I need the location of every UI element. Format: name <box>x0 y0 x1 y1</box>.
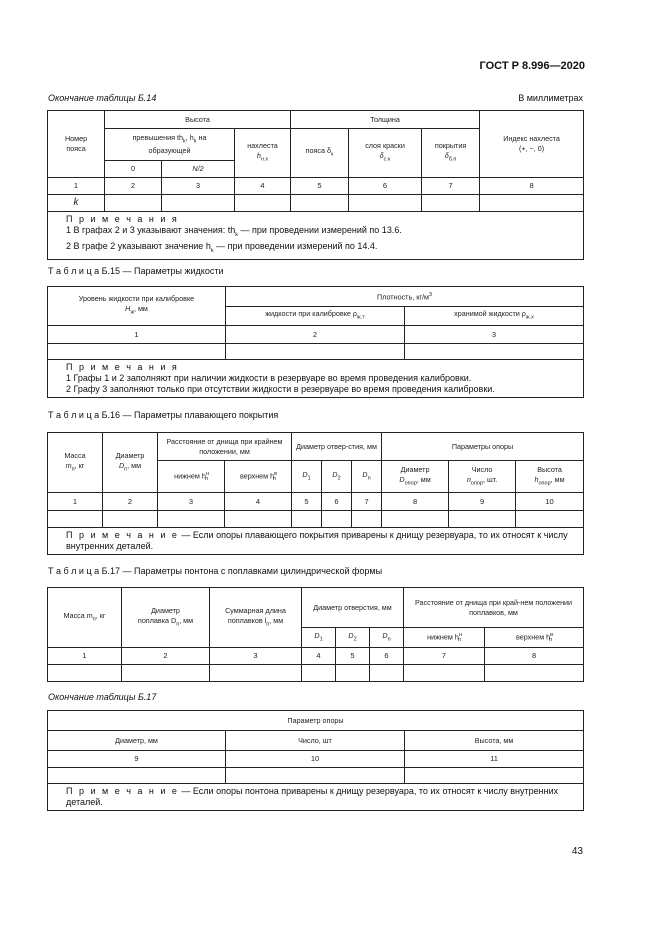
header-overlap-index: Индекс нахлеста (+, −, 0) <box>480 111 584 178</box>
header-d1: $D_1$ <box>302 628 336 648</box>
col-number: 8 <box>485 648 584 665</box>
col-number: 1 <box>48 178 105 195</box>
header-distance: Расстояние от днища при крайнем положении, мм <box>158 433 292 461</box>
header-paint-layer: слоя краски $\delta_{с.к}$ <box>349 129 422 178</box>
header-sub-n2: N/2 <box>162 161 235 178</box>
col-number: 3 <box>162 178 235 195</box>
header-mass: Масса $m_п$, кг <box>48 588 122 648</box>
table-b14-notes: П р и м е ч а н и я 1 В графах 2 и 3 указывают значения: $th_k$ — при проведении измерений по 13.6. 2 В графе 2 указывают значение $h_k$ — при проведении измерений по 14.4. <box>48 212 584 260</box>
table-row <box>48 768 584 784</box>
notes-row <box>48 784 584 811</box>
table-b16-note: П р и м е ч а н и е — Если опоры плавающего покрытия приварены к днищу резервуара, то их относят к числу внутренних деталей. <box>48 528 584 555</box>
header-support-height: Высота $h_{опор}$, мм <box>516 461 584 493</box>
col-number: 3 <box>210 648 302 665</box>
header-height: Высота <box>105 111 291 129</box>
table-b17-end-caption: Окончание таблицы Б.17 <box>48 692 157 702</box>
page-number: 43 <box>571 846 583 857</box>
col-number: 7 <box>404 648 485 665</box>
col-number: 3 <box>158 493 225 511</box>
header-mass: Масса $m_п$, кг <box>48 433 103 493</box>
header-distance: Расстояние от днища при край-нем положении поплавков, мм <box>404 588 584 628</box>
col-number: 4 <box>225 493 292 511</box>
col-number: 5 <box>291 178 349 195</box>
col-number: 1 <box>48 493 103 511</box>
standard-designation: ГОСТ Р 8.996—2020 <box>479 60 585 72</box>
col-number: 4 <box>235 178 291 195</box>
header-thickness: Толщина <box>291 111 480 129</box>
header-density-stored: хранимой жидкости $\rho_{ж.х}$ <box>405 307 584 326</box>
header-excess: превышения $th_k$, $h_k$ на образующей <box>105 129 235 161</box>
col-number: 7 <box>422 178 480 195</box>
notes-row <box>48 360 584 398</box>
col-number: 6 <box>349 178 422 195</box>
table-row <box>48 665 584 682</box>
col-number: 9 <box>449 493 516 511</box>
col-number: 5 <box>336 648 370 665</box>
header-support: Параметры опоры <box>382 433 584 461</box>
header-diameter: Диаметр $D_п$, мм <box>103 433 158 493</box>
header-coating: покрытия $\delta_{б.п}$ <box>422 129 480 178</box>
header-diameter: Диаметр, мм <box>48 731 226 751</box>
col-number: 11 <box>405 751 584 768</box>
col-number: 1 <box>48 648 122 665</box>
col-number: 7 <box>352 493 382 511</box>
header-sub-0: 0 <box>105 161 162 178</box>
header-density: Плотность, $кг/м^3$ <box>226 287 584 307</box>
table-b17-caption: Т а б л и ц а Б.17 — Параметры понтона с поплавками цилиндрической формы <box>48 566 383 576</box>
table-b16-caption: Т а б л и ц а Б.16 — Параметры плавающего покрытия <box>48 410 279 420</box>
col-number: 2 <box>105 178 162 195</box>
header-lower: нижнем $h^н_п$ <box>158 461 225 493</box>
col-number: 5 <box>292 493 322 511</box>
units-note: В миллиметрах <box>518 93 583 103</box>
column-number-row <box>48 326 584 344</box>
header-d2: $D_2$ <box>322 461 352 493</box>
row-k-label: k <box>48 195 105 212</box>
header-support-parameter: Параметр опоры <box>48 711 584 731</box>
table-b14-caption: Окончание таблицы Б.14 <box>48 93 157 103</box>
table-row <box>48 511 584 528</box>
header-float-diameter: Диаметр поплавка $D_п$, мм <box>122 588 210 648</box>
col-number: 1 <box>48 326 226 344</box>
column-number-row <box>48 648 584 665</box>
header-d2: $D_2$ <box>336 628 370 648</box>
table-row <box>48 344 584 360</box>
col-number: 4 <box>302 648 336 665</box>
table-b17-end-note: П р и м е ч а н и е — Если опоры понтона приварены к днищу резервуара, то их относят к числу внутренних деталей. <box>48 784 584 811</box>
header-belt-number: Номер пояса <box>48 111 105 178</box>
header-hole-diameter: Диаметр отверстия, мм <box>302 588 404 628</box>
table-b17-end <box>47 710 584 811</box>
header-d1: $D_1$ <box>292 461 322 493</box>
col-number: 10 <box>226 751 405 768</box>
header-density-calibration: жидкости при калибровке $\rho_{ж.т}$ <box>226 307 405 326</box>
column-number-row <box>48 751 584 768</box>
table-row <box>48 195 584 212</box>
header-count: Число, шт <box>226 731 405 751</box>
header-liquid-level: Уровень жидкости при калибровке $H_ж$, мм <box>48 287 226 326</box>
header-belt-thickness: пояса $\delta_к$ <box>291 129 349 178</box>
header-upper: верхнем $h^в_п$ <box>225 461 292 493</box>
header-support-count: Число $n_{опор}$, шт. <box>449 461 516 493</box>
col-number: 2 <box>226 326 405 344</box>
table-b15-notes: П р и м е ч а н и я 1 Графы 1 и 2 заполняют при наличии жидкости в резервуаре во время проведения калибровки. 2 Графу 3 заполняют только при отсутствии жидкости в резервуаре во время проведения калибровки. <box>48 360 584 398</box>
table-b16 <box>47 432 584 555</box>
notes-row <box>48 528 584 555</box>
col-number: 8 <box>382 493 449 511</box>
header-dn: $D_n$ <box>370 628 404 648</box>
header-float-length: Суммарная длина поплавков $l_п$, мм <box>210 588 302 648</box>
col-number: 2 <box>122 648 210 665</box>
header-lower: нижнем $h^н_п$ <box>404 628 485 648</box>
col-number: 6 <box>370 648 404 665</box>
header-overlap: нахлеста $h_{н.х}$ <box>235 129 291 178</box>
header-upper: верхнем $h^в_п$ <box>485 628 584 648</box>
notes-row <box>48 212 584 260</box>
header-hole-diameter: Диаметр отвер-стия, мм <box>292 433 382 461</box>
col-number: 10 <box>516 493 584 511</box>
col-number: 9 <box>48 751 226 768</box>
header-dn: $D_n$ <box>352 461 382 493</box>
col-number: 8 <box>480 178 584 195</box>
col-number: 3 <box>405 326 584 344</box>
header-support-diameter: Диаметр $D_{опор}$, мм <box>382 461 449 493</box>
table-b15-caption: Т а б л и ц а Б.15 — Параметры жидкости <box>48 266 224 276</box>
table-b14 <box>47 110 584 260</box>
column-number-row <box>48 178 584 195</box>
header-height: Высота, мм <box>405 731 584 751</box>
col-number: 2 <box>103 493 158 511</box>
table-b15 <box>47 286 584 398</box>
col-number: 6 <box>322 493 352 511</box>
column-number-row <box>48 493 584 511</box>
table-b17 <box>47 587 584 682</box>
